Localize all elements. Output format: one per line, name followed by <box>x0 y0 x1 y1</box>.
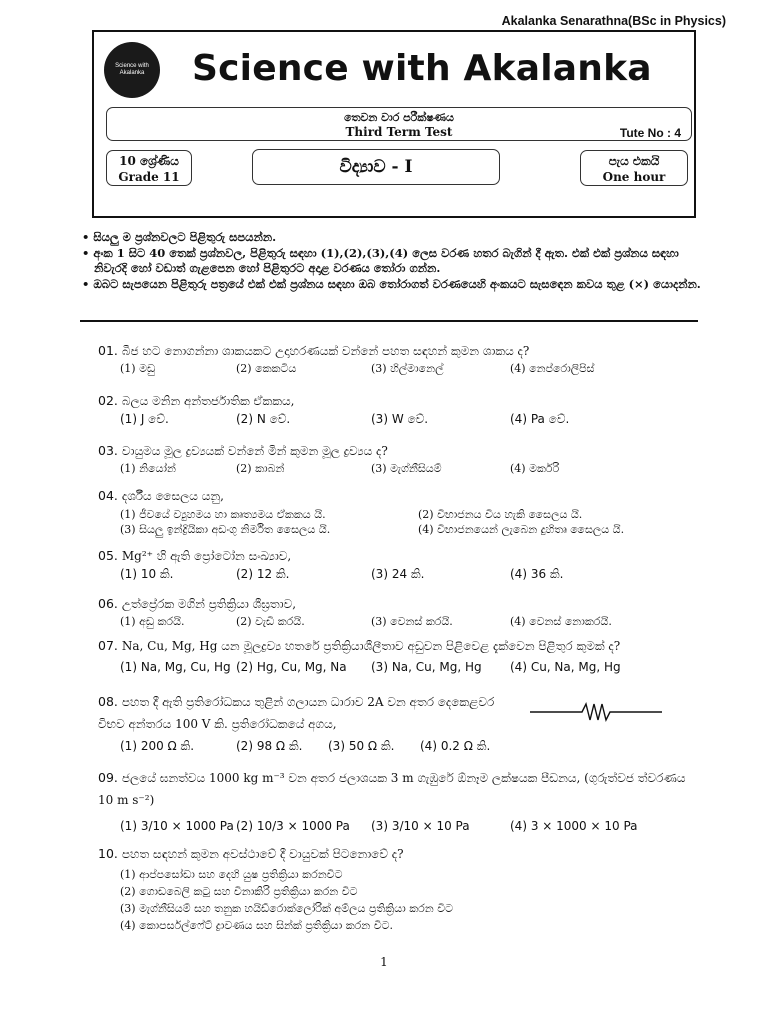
option-2: (2) Hg, Cu, Mg, Na <box>236 660 347 674</box>
question-8 <box>98 691 518 757</box>
question-2 <box>98 393 698 430</box>
question-number: 03. <box>98 443 118 458</box>
tute-number: Tute No : 4 <box>619 126 681 140</box>
author-credit: Akalanka Senarathna(BSc in Physics) <box>501 14 726 28</box>
question-1 <box>98 343 698 380</box>
page-title: Science with Akalanka <box>192 48 652 89</box>
question-6 <box>98 596 698 633</box>
option-2: (2) කාබන් <box>236 462 285 475</box>
option-4: (4) 0.2 Ω කි. <box>420 739 491 753</box>
instruction-item: • සියලු ම ප්‍රශ්නවලට පිළිතුරු සපයන්න. <box>82 230 277 244</box>
option-3: (3) Na, Cu, Mg, Hg <box>371 660 482 674</box>
instructions <box>82 230 702 292</box>
question-stem: වායුමය මූල ද්‍රව්‍යයක් වන්නේ මින් කුමන මූල ද්‍රව්‍යය ද? <box>121 444 388 458</box>
option-1: (1) අඩු කරයි. <box>120 615 185 628</box>
grade-english: Grade 11 <box>118 170 180 184</box>
resistor-icon <box>530 700 662 724</box>
option-1: (1) ජීවයේ ව්‍යුහමය හා කෘත්‍යමය ඒකකය යි. <box>120 508 326 521</box>
option-3: (3) W වේ. <box>371 412 429 426</box>
logo <box>104 42 160 98</box>
option-3: (3) 3/10 × 10 Pa <box>371 819 470 833</box>
question-stem: බලය මනින අන්තර්ජාතික ඒකකය, <box>121 394 295 408</box>
question-4 <box>98 488 698 538</box>
time-sinhala: පැය එකයි <box>608 154 660 168</box>
option-3: (3) 24 කි. <box>371 567 425 581</box>
question-number: 06. <box>98 596 118 611</box>
question-5 <box>98 548 698 585</box>
grade-sinhala: 10 ශ්‍රේණිය <box>119 154 179 168</box>
question-stem: Na, Cu, Mg, Hg යන මූලද්‍රව්‍ය හතරේ ප්‍රතික්‍රියාශීලීතාව අඩුවන පිළිවෙළ දැක්වෙන පිළිතුර කුමක් ද? <box>121 639 621 653</box>
page-number: 1 <box>380 955 388 969</box>
option-4: (4) විභාජනයෙන් ලැබෙන දුහිතෘ සෛලය යි. <box>418 523 625 536</box>
term-sinhala: තෙවන වාර පරීක්ෂණය <box>344 111 454 124</box>
divider <box>80 320 698 322</box>
question-stem: පහත දී ඇති ප්‍රතිරෝධකය තුළින් ගලායන ධාරාව 2A වන අතර දෙකෙළවර විභව අන්තරය 100 V කි. ප්‍රතිරෝධකයේ අගය, <box>98 695 495 731</box>
question-number: 07. <box>98 638 118 653</box>
question-number: 04. <box>98 488 118 503</box>
instruction-item: • ඔබට සැපයෙන පිළිතුරු පත්‍රයේ එක් එක් ප්‍රශ්නය සඳහා ඔබ තෝරාගත් වරණයෙහි අංකයට සැසඳෙන කවය තුළ (×) යොදන්න. <box>82 276 701 291</box>
option-3: (3) මැග්නීසියම් සහ තනුක හයිඩ්රොක්ලෝරික් අම්ලය ප්‍රතික්‍රියා කරන විට <box>120 902 454 915</box>
option-2: (2) 98 Ω කි. <box>236 739 303 753</box>
option-1: (1) නියෝන් <box>120 462 176 475</box>
option-2: (2) කෙකටිය <box>236 362 297 375</box>
question-stem: ජලයේ ඝනත්වය 1000 kg m⁻³ වන අතර ජලාශයක 3 m ගැඹුරේ ඕනෑම ලක්ෂයක පීඩනය, (ගුරුත්වජ ත්වරණය 10 m s⁻²) <box>98 771 686 807</box>
option-1: (1) මඩු <box>120 362 156 375</box>
option-4: (4) 36 කි. <box>510 567 564 581</box>
question-number: 05. <box>98 548 118 563</box>
question-stem: Mg²⁺ හි ඇති ප්‍රෝටෝන සංඛ්‍යාව, <box>121 549 292 563</box>
option-2: (2) 12 කි. <box>236 567 290 581</box>
question-number: 08. <box>98 694 118 709</box>
header-frame <box>92 30 696 218</box>
question-number: 09. <box>98 770 118 785</box>
term-box <box>106 107 692 141</box>
grade-box <box>106 150 192 186</box>
option-2: (2) ගොඩබෙලි කටු සහ විනාකිරි ප්‍රතික්‍රියා කරන විට <box>120 885 358 898</box>
logo-text: Science with Akalanka <box>115 63 149 76</box>
option-1: (1) 10 කි. <box>120 567 174 581</box>
option-3: (3) සියලු ඉන්ද්‍රියිකා අඩංගු නිර්මිත සෛලය යි. <box>120 523 331 536</box>
option-1: (1) 200 Ω කි. <box>120 739 195 753</box>
question-3 <box>98 443 698 480</box>
instruction-item: • අංක 1 සිට 40 තෙක් ප්‍රශ්නවල, පිළිතුරු සඳහා (1),(2),(3),(4) ලෙස වරණ හතර බැගින් දී ඇත. එක් එක් ප්‍රශ්නය සඳහා නිවැරදි හෝ වඩාත් ගැළපෙන හෝ පිළිතුරට අදාළ වරණය තෝරා ගන්න. <box>82 245 679 275</box>
option-1: (1) 3/10 × 1000 Pa <box>120 819 234 833</box>
option-2: (2) විභාජනය විය හැකි සෛලය යි. <box>418 508 583 521</box>
question-10 <box>98 846 698 934</box>
question-stem: පහත සඳහන් කුමන අවස්ථාවේ දී වායුවක් පිටනොවේ ද? <box>121 847 404 861</box>
question-number: 10. <box>98 846 118 861</box>
option-4: (4) නෙප්රොලිපිස් <box>510 362 595 375</box>
option-2: (2) වැඩි කරයි. <box>236 615 305 628</box>
term-english: Third Term Test <box>345 125 453 139</box>
question-stem: උත්ප්‍රේරක මගින් ප්‍රතික්‍රියා ශීඝ්‍රතාව, <box>121 597 297 611</box>
option-3: (3) හිල්මානෙල් <box>371 362 444 375</box>
option-3: (3) 50 Ω කි. <box>328 739 395 753</box>
question-9 <box>98 767 698 837</box>
question-stem: දර්ශීය සෛලය යනු, <box>121 489 224 503</box>
time-box <box>580 150 688 186</box>
option-4: (4) 3 × 1000 × 10 Pa <box>510 819 638 833</box>
option-1: (1) Na, Mg, Cu, Hg <box>120 660 231 674</box>
option-4: (4) Pa වේ. <box>510 412 570 426</box>
option-4: (4) මර්කරි <box>510 462 560 475</box>
option-4: (4) කොපර්සල්ෆේට් ද්‍රාවණය සහ සින්ක් ප්‍රතික්‍රියා කරන විට. <box>120 919 394 932</box>
subject-box: විද්‍යාව - I <box>252 149 500 185</box>
option-4: (4) Cu, Na, Mg, Hg <box>510 660 621 674</box>
option-4: (4) වෙනස් නොකරයි. <box>510 615 612 628</box>
question-number: 01. <box>98 343 118 358</box>
question-7 <box>98 638 698 678</box>
option-2: (2) N වේ. <box>236 412 291 426</box>
question-number: 02. <box>98 393 118 408</box>
option-2: (2) 10/3 × 1000 Pa <box>236 819 350 833</box>
option-1: (1) J වේ. <box>120 412 169 426</box>
time-english: One hour <box>602 170 666 184</box>
option-1: (1) ආප්පසෝඩා සහ දෙහි යුෂ ප්‍රතික්‍රියා කරනවිට <box>120 868 343 881</box>
option-3: (3) වෙනස් කරයි. <box>371 615 453 628</box>
question-stem: බීජ හට නොගන්නා ශාකයකට උදාහරණයක් වන්නේ පහත සඳහන් කුමන ශාකය ද? <box>121 344 530 358</box>
option-3: (3) මැග්නීසියම් <box>371 462 442 475</box>
